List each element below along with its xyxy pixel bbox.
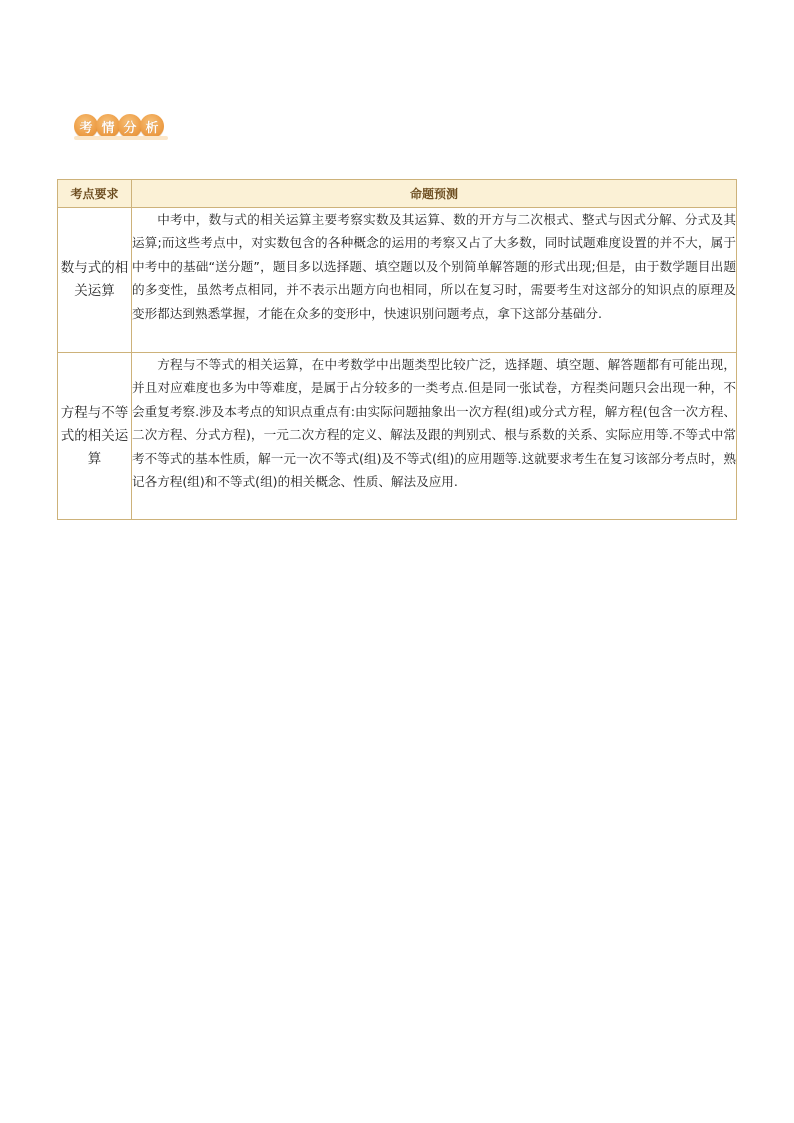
badge-char: 考 — [74, 114, 98, 138]
header-prediction: 命题预测 — [132, 180, 737, 208]
row-requirement: 方程与不等式的相关运算 — [58, 353, 132, 520]
badge-char: 分 — [118, 114, 142, 138]
badge-char: 析 — [140, 114, 164, 138]
table-header-row — [58, 180, 737, 208]
exam-analysis-table — [57, 179, 737, 520]
table-row — [58, 353, 737, 520]
badge-underline — [74, 136, 168, 140]
row-prediction — [132, 208, 737, 353]
prediction-text: 方程与不等式的相关运算，在中考数学中出题类型比较广泛，选择题、填空题、解答题都有可能出现，并且对应难度也多为中等难度，是属于占分较多的一类考点.但是同一张试卷，方程类问题只会出现一种，不会重复考察.涉及本考点的知识点重点有:由实际问题抽象出一次方程(组)或分式方程，解方程(包含一次方程、二次方程、分式方程)，一元二次方程的定义、解法及跟的判别式、根与系数的关系、实际应用等.不等式中常考不等式的基本性质，解一元一次不等式(组)及不等式(组)的应用题等.这就要求考生在复习该部分考点时，熟记各方程(组)和不等式(组)的相关概念、性质、解法及应用. — [132, 357, 736, 490]
section-badge — [74, 111, 162, 141]
row-prediction — [132, 353, 737, 520]
badge-char: 情 — [96, 114, 120, 138]
prediction-text: 中考中，数与式的相关运算主要考察实数及其运算、数的开方与二次根式、整式与因式分解、分式及其运算;而这些考点中，对实数包含的各种概念的运用的考察又占了大多数，同时试题难度设置的并不大，属于中考中的基础“送分题”，题目多以选择题、填空题以及个别简单解答题的形式出现;但是，由于数学题目出题的多变性，虽然考点相同，并不表示出题方向也相同，所以在复习时，需要考生对这部分的知识点的原理及变形都达到熟悉掌握，才能在众多的变形中，快速识别问题考点，拿下这部分基础分. — [132, 212, 736, 321]
table-row — [58, 208, 737, 353]
header-requirement: 考点要求 — [58, 180, 132, 208]
row-requirement: 数与式的相关运算 — [58, 208, 132, 353]
